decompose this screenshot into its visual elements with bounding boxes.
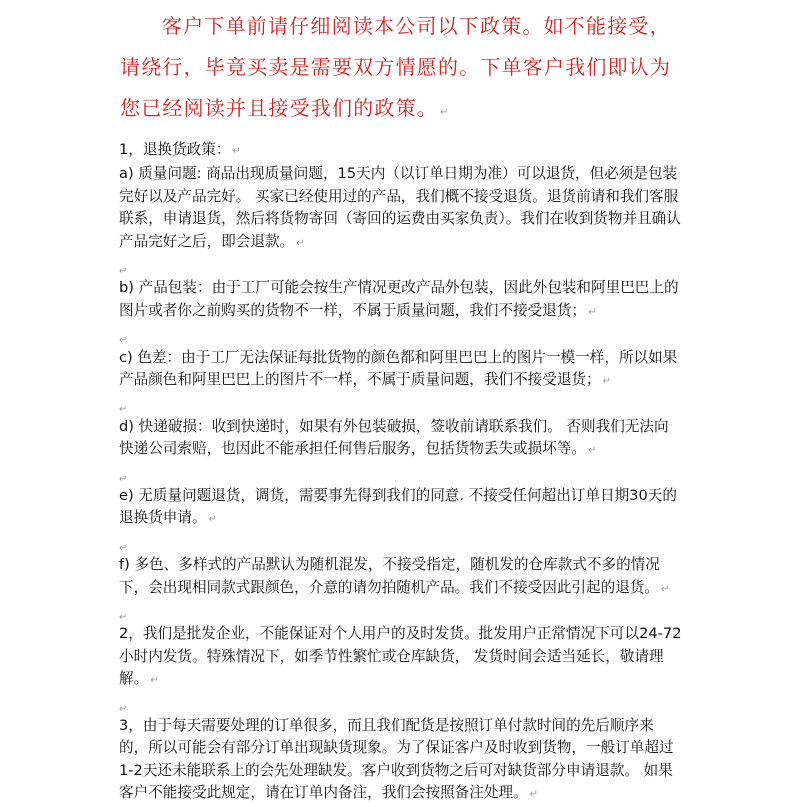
section-text: 3，由于每天需要处理的订单很多，而且我们配货是按照订单付款时间的先后顺序来的，所以可能会有部分订单出现缺货现象。为了保证客户及时收到货物，一般订单超过1-2天还未能联系上的会先处理缺发。客户收到货物之后可对缺货部分申请退款。 如果客户不能接受此规定，请在订单内备注，我们会按照备注处理。: [119, 717, 674, 802]
paragraph-mark-icon: ↵: [296, 237, 305, 249]
empty-paragraph: [119, 324, 682, 346]
paragraph-mark-icon: ↵: [440, 107, 450, 118]
paragraph-mark-icon: ↵: [602, 376, 611, 388]
policy-notice: [0, 6, 794, 133]
section-out-of-stock: [119, 715, 682, 807]
section-return-policy-heading: [119, 139, 682, 163]
policy-item-color: [119, 347, 682, 394]
policy-item-shipping-damage: [119, 416, 682, 463]
policy-item-no-quality-return: [119, 485, 682, 532]
paragraph-mark-icon: ↵: [119, 404, 128, 416]
policy-item-quality: [119, 163, 682, 255]
paragraph-mark-icon: ↵: [119, 266, 128, 278]
paragraph-mark-icon: ↵: [119, 473, 128, 485]
empty-paragraph: [119, 532, 682, 554]
paragraph-mark-icon: ↵: [150, 675, 159, 687]
paragraph-mark-icon: ↵: [529, 789, 539, 801]
empty-paragraph: [119, 693, 682, 715]
notice-text: 客户下单前请仔细阅读本公司以下政策。如不能接受，请绕行，毕竟买卖是需要双方情愿的。下单客户我们即认为您已经阅读并且接受我们的政策。: [120, 14, 672, 120]
empty-paragraph: [119, 393, 682, 415]
section-text: e) 无质量问题退货，调货，需要事先得到我们的同意. 不接受任何超出订单日期30天的退换货申请。: [119, 487, 677, 527]
section-text: a) 质量问题: 商品出现质量问题，15天内（以订单日期为准）可以退货，但必须是包装完好以及产品完好。 买家已经使用过的产品，我们概不接受退货。退货前请和我们客服联系，申请退货，然后将货物寄回（寄回的运费由买家负责）。我们在收到货物并且确认产品完好之后，即会退款。: [119, 165, 681, 250]
policy-item-packaging: [119, 277, 682, 324]
paragraph-mark-icon: ↵: [232, 146, 241, 157]
paragraph-mark-icon: ↵: [119, 335, 128, 347]
empty-paragraph: [119, 463, 682, 485]
paragraph-mark-icon: ↵: [119, 612, 128, 624]
paragraph-mark-icon: ↵: [588, 306, 597, 318]
section-wholesale-shipping: [119, 623, 682, 692]
section-text: 1，退换货政策：: [119, 141, 231, 158]
policy-item-random-mix: [119, 554, 682, 601]
empty-paragraph: [119, 255, 682, 277]
section-text: f) 多色、多样式的产品默认为随机混发，不接受指定，随机发的仓库款式不多的情况下，会出现相同款式跟颜色，介意的请勿拍随机产品。我们不接受因此引起的退货。: [119, 556, 660, 596]
paragraph-mark-icon: ↵: [119, 703, 128, 715]
section-text: 2，我们是批发企业，不能保证对个人用户的及时发货。批发用户正常情况下可以24-72小时内发货。特殊情况下，如季节性繁忙或仓库缺货， 发货时间会适当延长，敬请理解。: [119, 625, 682, 688]
policy-body: [0, 133, 794, 807]
paragraph-mark-icon: ↵: [588, 445, 597, 457]
empty-paragraph: [119, 601, 682, 623]
paragraph-mark-icon: ↵: [660, 583, 670, 595]
paragraph-mark-icon: ↵: [119, 542, 128, 554]
section-text: c) 色差：由于工厂无法保证每批货物的颜色都和阿里巴巴上的图片一模一样，所以如果产品颜色和阿里巴巴上的图片不一样，不属于质量问题，我们不接受退货；: [119, 348, 678, 389]
paragraph-mark-icon: ↵: [208, 514, 217, 526]
section-text: b) 产品包装：由于工厂可能会按生产情况更改产品外包装，因此外包装和阿里巴巴上的图片或者你之前购买的货物不一样，不属于质量问题，我们不接受退货；: [119, 279, 679, 319]
section-text: d) 快递破损：收到快递时，如果有外包装破损，签收前请联系我们。 否则我们无法向快递公司索赔，也因此不能承担任何售后服务，包括货物丢失或损坏等。: [119, 417, 669, 458]
